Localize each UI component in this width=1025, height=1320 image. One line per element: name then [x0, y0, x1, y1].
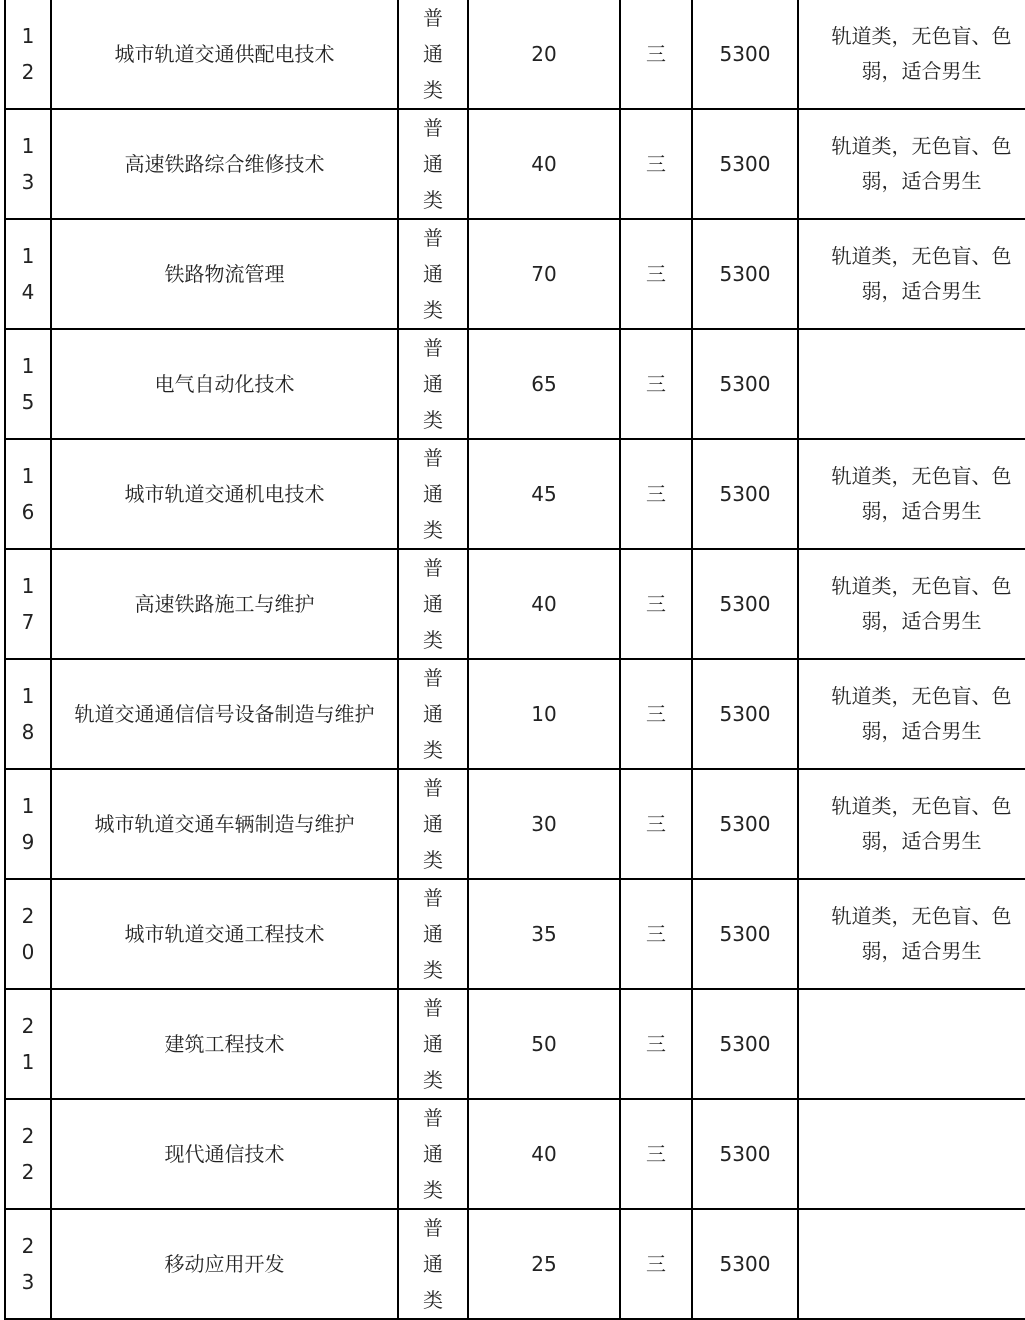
major-name-cell	[51, 989, 398, 1099]
tuition-fee-text: 5300	[719, 1142, 771, 1166]
category-cell	[398, 329, 468, 439]
category-text: 普 通 类	[423, 886, 443, 982]
table-row	[5, 1209, 1025, 1319]
major-name-text: 城市轨道交通工程技术	[124, 922, 325, 946]
tuition-fee-cell	[692, 549, 798, 659]
tuition-fee-text: 5300	[719, 812, 771, 836]
major-name-text: 城市轨道交通供配电技术	[114, 42, 335, 66]
row-number-text: 1 9	[21, 794, 35, 854]
row-number-text: 1 4	[21, 244, 35, 304]
row-number-text: 2 1	[21, 1014, 35, 1074]
remark-cell	[798, 109, 1025, 219]
remark-cell	[798, 1209, 1025, 1319]
remark-text: 轨道类，无色盲、色弱，适合男生	[831, 904, 1012, 963]
table-row	[5, 0, 1025, 109]
remark-cell	[798, 659, 1025, 769]
major-name-cell	[51, 1209, 398, 1319]
tuition-fee-cell	[692, 219, 798, 329]
table-row	[5, 329, 1025, 439]
category-cell	[398, 109, 468, 219]
enrollment-plan-cell	[468, 0, 620, 109]
study-years-text: 三	[646, 1142, 666, 1166]
remark-cell	[798, 879, 1025, 989]
tuition-fee-cell	[692, 769, 798, 879]
tuition-fee-text: 5300	[719, 702, 771, 726]
enrollment-plan-text: 50	[531, 1032, 557, 1056]
remark-text: 轨道类，无色盲、色弱，适合男生	[831, 794, 1012, 853]
row-number-text: 2 0	[21, 904, 35, 964]
category-cell	[398, 1209, 468, 1319]
row-number-cell	[5, 659, 51, 769]
major-name-text: 铁路物流管理	[164, 262, 285, 286]
row-number-text: 2 2	[21, 1124, 35, 1184]
table-row	[5, 989, 1025, 1099]
tuition-fee-cell	[692, 1209, 798, 1319]
row-number-cell	[5, 1209, 51, 1319]
major-name-cell	[51, 109, 398, 219]
enrollment-plan-text: 10	[531, 702, 557, 726]
category-text: 普 通 类	[423, 1106, 443, 1202]
tuition-fee-cell	[692, 439, 798, 549]
table-row	[5, 109, 1025, 219]
major-name-text: 城市轨道交通机电技术	[124, 482, 325, 506]
study-years-cell	[620, 989, 692, 1099]
major-name-cell	[51, 1099, 398, 1209]
row-number-cell	[5, 1099, 51, 1209]
enrollment-plan-cell	[468, 1209, 620, 1319]
row-number-cell	[5, 109, 51, 219]
table-row	[5, 879, 1025, 989]
row-number-text: 1 3	[21, 134, 35, 194]
remark-text: 轨道类，无色盲、色弱，适合男生	[831, 574, 1012, 633]
major-name-text: 轨道交通通信信号设备制造与维护	[74, 702, 375, 726]
study-years-text: 三	[646, 482, 666, 506]
row-number-cell	[5, 439, 51, 549]
enrollment-plan-cell	[468, 989, 620, 1099]
study-years-text: 三	[646, 42, 666, 66]
study-years-cell	[620, 0, 692, 109]
category-cell	[398, 659, 468, 769]
remark-cell	[798, 329, 1025, 439]
enrollment-plan-cell	[468, 769, 620, 879]
study-years-cell	[620, 109, 692, 219]
enrollment-plan-cell	[468, 879, 620, 989]
category-text: 普 通 类	[423, 116, 443, 212]
row-number-cell	[5, 989, 51, 1099]
study-years-text: 三	[646, 702, 666, 726]
tuition-fee-cell	[692, 659, 798, 769]
enrollment-plan-text: 65	[531, 372, 557, 396]
major-name-cell	[51, 769, 398, 879]
study-years-cell	[620, 659, 692, 769]
category-text: 普 通 类	[423, 336, 443, 432]
major-name-cell	[51, 549, 398, 659]
remark-text: 轨道类，无色盲、色弱，适合男生	[831, 24, 1012, 83]
category-cell	[398, 1099, 468, 1209]
remark-text: 轨道类，无色盲、色弱，适合男生	[831, 134, 1012, 193]
study-years-text: 三	[646, 812, 666, 836]
study-years-text: 三	[646, 922, 666, 946]
row-number-cell	[5, 0, 51, 109]
enrollment-plan-cell	[468, 1099, 620, 1209]
category-text: 普 通 类	[423, 226, 443, 322]
study-years-text: 三	[646, 372, 666, 396]
major-name-text: 移动应用开发	[164, 1252, 285, 1276]
major-name-text: 现代通信技术	[164, 1142, 285, 1166]
table-row	[5, 549, 1025, 659]
remark-cell	[798, 1099, 1025, 1209]
tuition-fee-text: 5300	[719, 1252, 771, 1276]
remark-cell	[798, 769, 1025, 879]
tuition-fee-text: 5300	[719, 592, 771, 616]
remark-cell	[798, 989, 1025, 1099]
enrollment-plan-text: 45	[531, 482, 557, 506]
study-years-text: 三	[646, 152, 666, 176]
study-years-cell	[620, 329, 692, 439]
remark-cell	[798, 0, 1025, 109]
study-years-text: 三	[646, 1032, 666, 1056]
enrollment-plan-text: 40	[531, 1142, 557, 1166]
enrollment-plan-cell	[468, 329, 620, 439]
table-row	[5, 439, 1025, 549]
row-number-cell	[5, 549, 51, 659]
row-number-cell	[5, 769, 51, 879]
row-number-cell	[5, 219, 51, 329]
tuition-fee-cell	[692, 879, 798, 989]
major-name-cell	[51, 219, 398, 329]
study-years-cell	[620, 439, 692, 549]
row-number-text: 1 8	[21, 684, 35, 744]
study-years-cell	[620, 1209, 692, 1319]
major-name-text: 高速铁路施工与维护	[134, 592, 315, 616]
table-row	[5, 219, 1025, 329]
row-number-text: 2 3	[21, 1234, 35, 1294]
table-row	[5, 1099, 1025, 1209]
study-years-cell	[620, 219, 692, 329]
tuition-fee-text: 5300	[719, 42, 771, 66]
row-number-cell	[5, 879, 51, 989]
enrollment-plan-text: 20	[531, 42, 557, 66]
major-name-cell	[51, 0, 398, 109]
category-text: 普 通 类	[423, 446, 443, 542]
tuition-fee-text: 5300	[719, 152, 771, 176]
row-number-cell	[5, 329, 51, 439]
category-cell	[398, 769, 468, 879]
enrollment-plan-cell	[468, 439, 620, 549]
majors-table	[4, 0, 1025, 1320]
table-row	[5, 769, 1025, 879]
tuition-fee-cell	[692, 109, 798, 219]
remark-cell	[798, 219, 1025, 329]
table-row	[5, 659, 1025, 769]
major-name-cell	[51, 439, 398, 549]
enrollment-plan-text: 25	[531, 1252, 557, 1276]
category-text: 普 通 类	[423, 996, 443, 1092]
study-years-cell	[620, 769, 692, 879]
enrollment-plan-text: 35	[531, 922, 557, 946]
study-years-text: 三	[646, 262, 666, 286]
category-text: 普 通 类	[423, 1216, 443, 1312]
remark-text: 轨道类，无色盲、色弱，适合男生	[831, 244, 1012, 303]
major-name-text: 城市轨道交通车辆制造与维护	[94, 812, 355, 836]
enrollment-plan-text: 40	[531, 592, 557, 616]
study-years-cell	[620, 1099, 692, 1209]
remark-cell	[798, 549, 1025, 659]
enrollment-plan-cell	[468, 549, 620, 659]
majors-table-body	[5, 0, 1025, 1319]
study-years-cell	[620, 879, 692, 989]
enrollment-plan-cell	[468, 659, 620, 769]
study-years-text: 三	[646, 592, 666, 616]
major-name-cell	[51, 879, 398, 989]
enrollment-plan-text: 40	[531, 152, 557, 176]
category-text: 普 通 类	[423, 6, 443, 102]
category-cell	[398, 439, 468, 549]
category-text: 普 通 类	[423, 666, 443, 762]
enrollment-plan-cell	[468, 219, 620, 329]
major-name-text: 建筑工程技术	[164, 1032, 285, 1056]
tuition-fee-text: 5300	[719, 1032, 771, 1056]
study-years-text: 三	[646, 1252, 666, 1276]
tuition-fee-cell	[692, 989, 798, 1099]
category-cell	[398, 879, 468, 989]
category-cell	[398, 0, 468, 109]
category-cell	[398, 219, 468, 329]
enrollment-plan-cell	[468, 109, 620, 219]
major-name-cell	[51, 659, 398, 769]
tuition-fee-cell	[692, 1099, 798, 1209]
major-name-text: 电气自动化技术	[154, 372, 295, 396]
tuition-fee-cell	[692, 0, 798, 109]
remark-cell	[798, 439, 1025, 549]
major-name-text: 高速铁路综合维修技术	[124, 152, 325, 176]
enrollment-plan-text: 30	[531, 812, 557, 836]
remark-text: 轨道类，无色盲、色弱，适合男生	[831, 684, 1012, 743]
tuition-fee-text: 5300	[719, 262, 771, 286]
category-cell	[398, 989, 468, 1099]
row-number-text: 1 6	[21, 464, 35, 524]
row-number-text: 1 2	[21, 24, 35, 84]
major-name-cell	[51, 329, 398, 439]
category-cell	[398, 549, 468, 659]
row-number-text: 1 5	[21, 354, 35, 414]
remark-text: 轨道类，无色盲、色弱，适合男生	[831, 464, 1012, 523]
tuition-fee-cell	[692, 329, 798, 439]
tuition-fee-text: 5300	[719, 372, 771, 396]
tuition-fee-text: 5300	[719, 922, 771, 946]
tuition-fee-text: 5300	[719, 482, 771, 506]
category-text: 普 通 类	[423, 776, 443, 872]
row-number-text: 1 7	[21, 574, 35, 634]
study-years-cell	[620, 549, 692, 659]
category-text: 普 通 类	[423, 556, 443, 652]
enrollment-plan-text: 70	[531, 262, 557, 286]
